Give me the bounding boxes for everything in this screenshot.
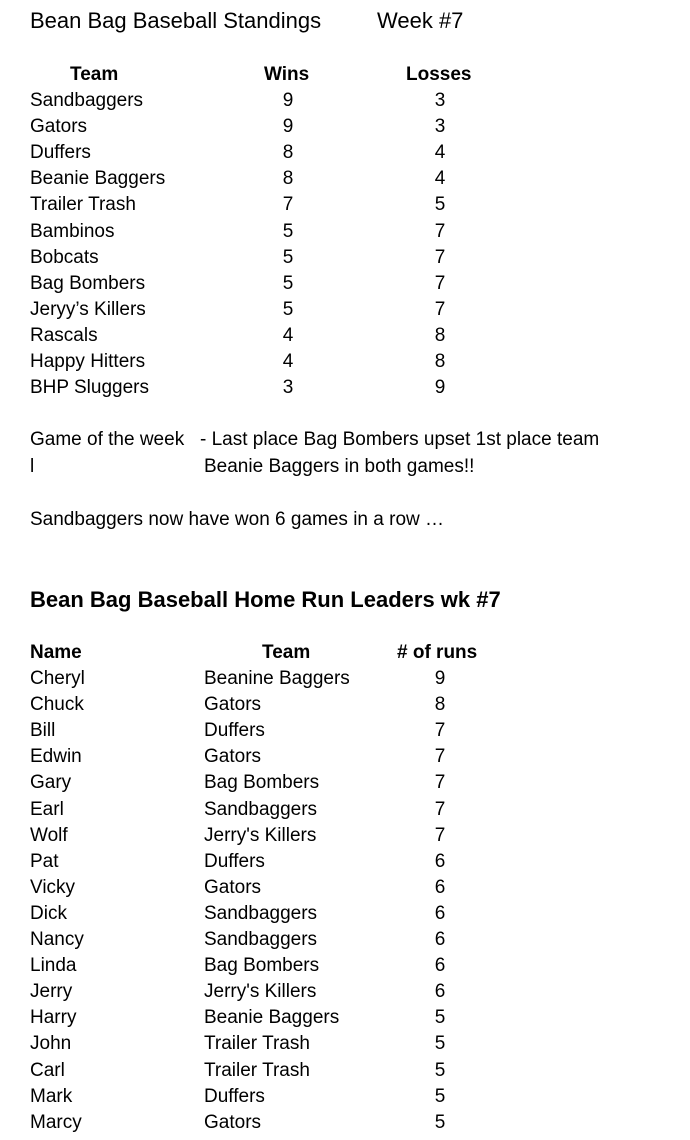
- player-name-cell: Harry: [30, 1007, 77, 1029]
- player-name-cell: Pat: [30, 850, 59, 872]
- player-name-cell: Nancy: [30, 929, 84, 950]
- losses-cell: 9: [434, 377, 446, 399]
- player-name-cell: Dick: [30, 902, 67, 924]
- game-of-week-text-line2: Beanie Baggers in both games!!: [204, 456, 475, 477]
- player-name-cell: Jerry: [30, 981, 73, 1003]
- runs-cell: 6: [434, 876, 446, 898]
- homeruns-header-team: Team: [262, 642, 311, 663]
- wins-cell: 5: [282, 298, 294, 320]
- losses-cell: 8: [434, 351, 446, 372]
- player-name-cell: Marcy: [30, 1111, 82, 1133]
- game-of-week-text-line1: - Last place Bag Bombers upset 1st place team: [200, 429, 600, 450]
- wins-cell: 5: [282, 272, 294, 294]
- runs-cell: 8: [434, 694, 446, 716]
- player-name-cell: Vicky: [30, 876, 76, 898]
- team-name-cell: Gators: [30, 116, 88, 138]
- game-of-week-label: Game of the week: [30, 429, 185, 450]
- player-name-cell: Linda: [30, 955, 77, 977]
- player-team-cell: Beanie Baggers: [204, 1007, 340, 1029]
- runs-cell: 5: [434, 1059, 446, 1081]
- losses-cell: 7: [434, 220, 446, 242]
- runs-cell: 6: [434, 902, 446, 924]
- wins-cell: 9: [282, 90, 294, 111]
- team-name-cell: Bag Bombers: [30, 272, 146, 294]
- player-team-cell: Sandbaggers: [204, 929, 318, 950]
- wins-cell: 3: [282, 377, 294, 399]
- runs-cell: 7: [434, 746, 446, 768]
- runs-cell: 5: [434, 1007, 446, 1029]
- standings-header-losses: Losses: [406, 64, 472, 85]
- runs-cell: 5: [434, 1111, 446, 1133]
- losses-cell: 7: [434, 298, 446, 320]
- player-name-cell: John: [30, 1033, 72, 1055]
- player-team-cell: Gators: [204, 694, 262, 716]
- player-team-cell: Sandbaggers: [204, 798, 318, 820]
- homeruns-header-name: Name: [30, 642, 82, 663]
- runs-cell: 7: [434, 798, 446, 820]
- player-team-cell: Jerry's Killers: [204, 824, 317, 846]
- player-name-cell: Chuck: [30, 694, 84, 716]
- team-name-cell: Bambinos: [30, 220, 115, 242]
- team-name-cell: BHP Sluggers: [30, 377, 149, 399]
- losses-cell: 5: [434, 194, 446, 216]
- losses-cell: 7: [434, 272, 446, 294]
- wins-cell: 4: [282, 324, 294, 346]
- runs-cell: 6: [434, 929, 446, 950]
- standings-header-team: Team: [70, 64, 119, 85]
- player-team-cell: Duffers: [204, 850, 265, 872]
- player-name-cell: Edwin: [30, 746, 82, 768]
- player-team-cell: Jerry's Killers: [204, 981, 317, 1003]
- player-team-cell: Duffers: [204, 1085, 265, 1107]
- player-team-cell: Gators: [204, 1111, 262, 1133]
- player-team-cell: Bag Bombers: [204, 772, 320, 794]
- player-team-cell: Gators: [204, 746, 262, 768]
- player-name-cell: Cheryl: [30, 668, 85, 689]
- wins-cell: 4: [282, 351, 294, 372]
- wins-cell: 5: [282, 246, 294, 268]
- wins-cell: 5: [282, 220, 294, 242]
- losses-cell: 8: [434, 324, 446, 346]
- player-team-cell: Bag Bombers: [204, 955, 320, 977]
- player-name-cell: Bill: [30, 720, 56, 742]
- wins-cell: 8: [282, 142, 294, 164]
- team-name-cell: Sandbaggers: [30, 90, 144, 111]
- losses-cell: 4: [434, 142, 446, 164]
- streak-note: Sandbaggers now have won 6 games in a row …: [30, 509, 445, 530]
- runs-cell: 7: [434, 720, 446, 742]
- team-name-cell: Jeryy’s Killers: [30, 298, 146, 320]
- player-team-cell: Beanine Baggers: [204, 668, 350, 689]
- losses-cell: 3: [434, 90, 446, 111]
- runs-cell: 6: [434, 981, 446, 1003]
- player-name-cell: Carl: [30, 1059, 65, 1081]
- team-name-cell: Trailer Trash: [30, 194, 136, 216]
- player-name-cell: Wolf: [30, 824, 68, 846]
- runs-cell: 5: [434, 1085, 446, 1107]
- runs-cell: 6: [434, 850, 446, 872]
- team-name-cell: Happy Hitters: [30, 351, 146, 372]
- player-team-cell: Trailer Trash: [204, 1033, 310, 1055]
- standings-title: Bean Bag Baseball Standings: [30, 8, 322, 33]
- wins-cell: 9: [282, 116, 294, 138]
- homeruns-header-runs: # of runs: [397, 642, 478, 663]
- runs-cell: 7: [434, 824, 446, 846]
- runs-cell: 5: [434, 1033, 446, 1055]
- wins-cell: 7: [282, 194, 294, 216]
- team-name-cell: Bobcats: [30, 246, 99, 268]
- losses-cell: 3: [434, 116, 446, 138]
- game-of-week-marker: l: [30, 456, 35, 477]
- player-team-cell: Gators: [204, 876, 262, 898]
- player-name-cell: Mark: [30, 1085, 73, 1107]
- player-team-cell: Trailer Trash: [204, 1059, 310, 1081]
- player-team-cell: Sandbaggers: [204, 902, 318, 924]
- team-name-cell: Beanie Baggers: [30, 168, 166, 190]
- wins-cell: 8: [282, 168, 294, 190]
- standings-header-wins: Wins: [264, 64, 310, 85]
- losses-cell: 7: [434, 246, 446, 268]
- runs-cell: 6: [434, 955, 446, 977]
- homeruns-title: Bean Bag Baseball Home Run Leaders wk #7: [30, 587, 501, 612]
- runs-cell: 7: [434, 772, 446, 794]
- player-team-cell: Duffers: [204, 720, 265, 742]
- player-name-cell: Gary: [30, 772, 72, 794]
- team-name-cell: Duffers: [30, 142, 91, 164]
- standings-week: Week #7: [377, 8, 464, 33]
- runs-cell: 9: [434, 668, 446, 689]
- team-name-cell: Rascals: [30, 324, 98, 346]
- losses-cell: 4: [434, 168, 446, 190]
- player-name-cell: Earl: [30, 798, 64, 820]
